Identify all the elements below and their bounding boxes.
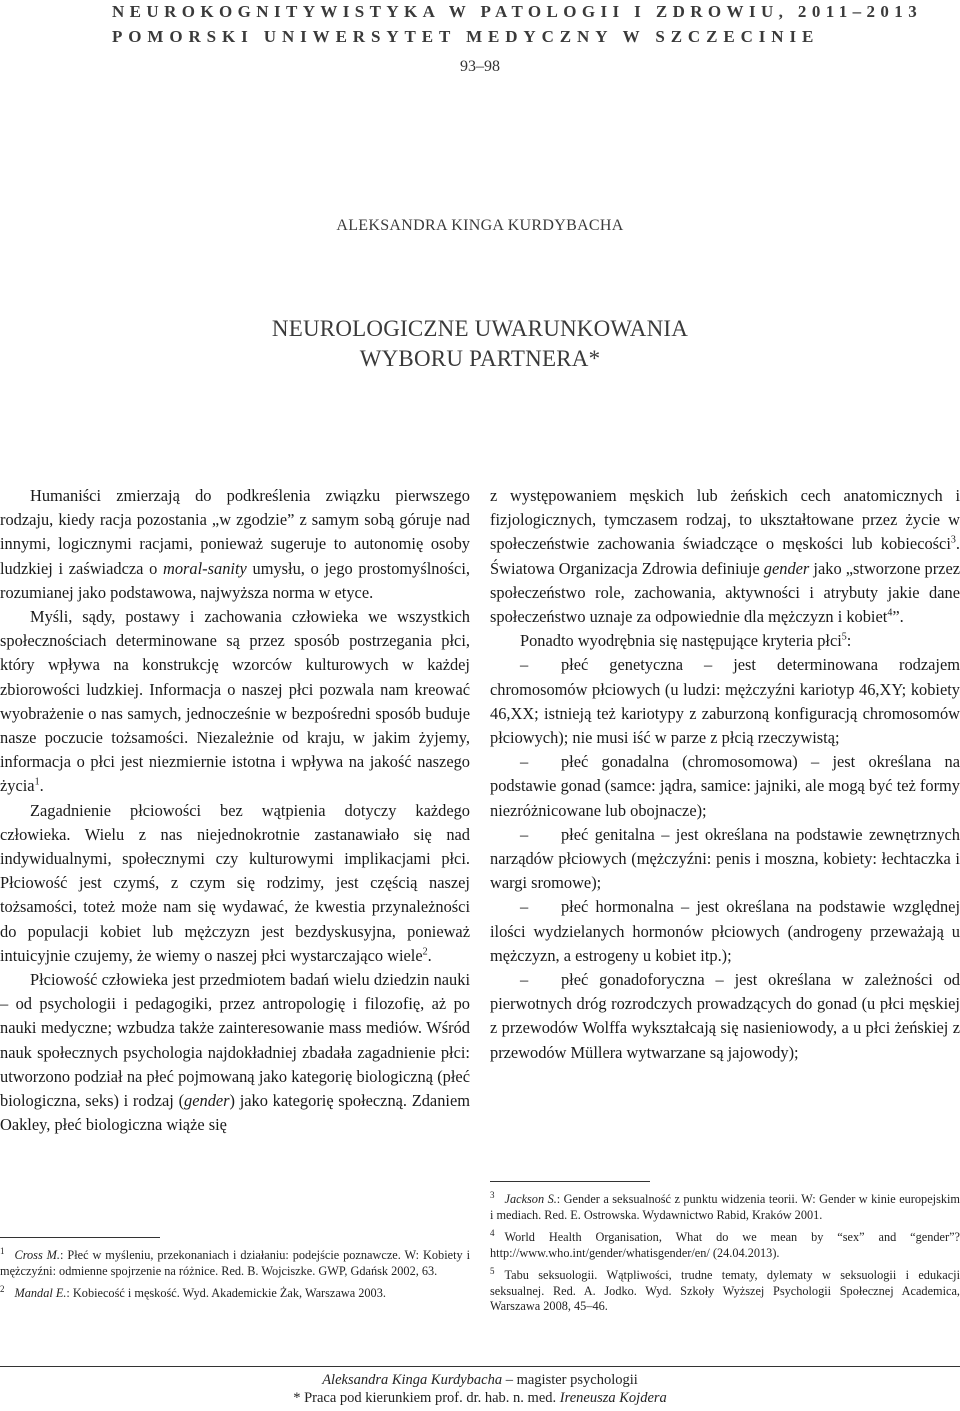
article-author: ALEKSANDRA KINGA KURDYBACHA [336,217,624,234]
paragraph: Zagadnienie płciowości bez wątpienia dotyczy każdego człowieka. Wielu z nas niejednokrotnie zastanawiało się nad indywidualnymi, społecznymi czy kulturowymi implikacjami płci. Płciowość jest czymś, z czym się rodzimy, jest częścią naszej tożsamości, toteż może nam się wydawać, że kwestia przynależności do populacji kobiet lub mężczyzn jest bezdyskusyjna, ponieważ intuicyjnie czujemy, że wiemy o naszej płci wystarczająco wiele$^2$. [0,800,470,965]
title-line-2: WYBORU PARTNERA* [359,346,601,371]
supervisor-note: * Praca pod kierunkiem prof. dr. hab. n. med. Ireneusza Kojdera [293,1390,667,1406]
publisher-name: POMORSKI UNIWERSYTET MEDYCZNY W SZCZECINIE [112,27,820,46]
footnotes-right [490,1188,960,1318]
title-line-1: NEUROLOGICZNE UWARUNKOWANIA [271,316,689,341]
paragraph: Płciowość człowieka jest przedmiotem badań wielu dziedzin nauki – od psychologii i pedagogiki, przez antropologię i filozofię, aż po nauki medyczne; wzbudza także zainteresowanie mass mediów. Wśród nauk społecznych psychologia najdokładniej zbadała zagadnienie płci: utworzono podział na płeć pojmowaną jako kategorię biologiczną (płeć biologiczna, seks) i rodzaj (gender) jako kategorię społeczną. Zdaniem Oakley, płeć biologiczna wiąże się [0,970,470,1135]
footnote-divider [0,1237,160,1238]
journal-title: NEUROKOGNITYWISTYKA W PATOLOGII I ZDROWIU, 2011–2013 [112,2,923,21]
footnote-ref[interactable]: 3 [950,534,956,546]
paragraph: Ponadto wyodrębnia się następujące kryteria płci$^5$: [520,631,852,651]
footnote: $^5$ Tabu seksuologii. Wątpliwości, trudne tematy, dylematy w seksuologii i edukacji seksualnej. Red. A. Jodko. Wyd. Szkoły Wyższej Psychologii Społecznej Academica, Warszawa 2008, 45–46. [490,1266,960,1314]
footnotes-left [0,1244,470,1305]
footnote-ref[interactable]: 1 [34,776,40,788]
left-column [0,484,470,1137]
footnote: $^1$ Cross M.: Płeć w myśleniu, przekonaniach i działaniu: podejście poznawcze. W: Kobiety i mężczyźni: odmienne spojrzenie na różnice. Red. B. Wojciszke. GWP, Gdańsk 2002, 63. [0,1246,470,1278]
footnote: $^3$ Jackson S.: Gender a seksualność z punktu widzenia teorii. W: Gender w kinie europejskim i mediach. Red. E. Ostrowska. Wydawnictwo Rabid, Kraków 2001. [490,1190,960,1222]
paragraph: Myśli, sądy, postawy i zachowania człowieka we wszystkich społecznościach determinowane są przez sposób postrzegania płci, który wpływa na konstrukcję wzorców kulturowych w każdej zbiorowości ludzkiej. Informacja o naszej płci pozwala nam kreować wyobrażenie o nas samych, jednocześnie w bezpośredni sposób buduje nasze poczucie tożsamości. Niezależnie od kraju, w jakim żyjemy, informacja o płci jest niezmiernie istotna i wpływa na jakość naszego życia$^1$. [0,607,470,796]
page-range: 93–98 [460,58,500,75]
article-title [0,314,960,374]
footnote-divider [490,1181,650,1182]
list-item: – płeć gonadoforyczna – jest określana w zależności od pierwotnych dróg rozrodczych prowadzących do gonad (u płci męskiej z przewodów Wolffa wykształcają się nasieniowody, a u płci żeńskiej z przewodów Müllera wytwarzane są jajowody); [490,970,960,1062]
footnote-ref[interactable]: 4 [887,607,893,619]
footnote-ref[interactable]: 2 [422,946,428,958]
list-item: – płeć gonadalna (chromosomowa) – jest określana na podstawie gonad (samce: jądra, samice: jajniki, ale mogą być też formy niezróżnicowane lub obojnacze); [490,752,960,820]
bottom-divider [0,1366,960,1367]
list-item: – płeć genetyczna – jest determinowana rodzajem chromosomów płciowych (u ludzi: mężczyźni kariotyp 46,XY; kobiety 46,XX; istnieją też kariotypy z zaburzoną konfiguracją chromosomów płciowych); nie musi iść w parze z płcią rzeczywistą; [490,655,960,748]
footnote: $^2$ Mandal E.: Kobiecość i męskość. Wyd. Akademickie Żak, Warszawa 2003. [0,1284,386,1301]
footnote-ref[interactable]: 5 [841,631,847,643]
right-column [490,484,960,1065]
list-item: – płeć hormonalna – jest określana na podstawie względnej ilości wydzielanych hormonów płciowych (androgeny przeważają u mężczyzn, a estrogeny u kobiet itp.); [490,897,960,965]
paragraph: z występowaniem męskich lub żeńskich cech anatomicznych i fizjologicznych, tymczasem rodzaj, to ukształtowane przez życie w społeczeństwie zachowania świadczące o męskości lub kobiecości$^3$. Światowa Organizacja Zdrowia definiuje gender jako „stworzone przez społeczeństwo role, zachowania, aktywności i atrybuty jakie dane społeczeństwo uznaje za odpowiednie dla mężczyzn i kobiet$^4$”. [490,486,960,627]
paragraph: Humaniści zmierzają do podkreślenia związku pierwszego rodzaju, kiedy racja pozostania „w zgodzie” z samym sobą góruje nad innymi, logicznymi racjami, ponieważ sugeruje to autonomię osoby ludzkiej i zaświadcza o moral-sanity umysłu, o jego prostomyślności, rozumianej jako podstawowa, najwyższa norma w etyce. [0,486,470,602]
author-affiliation: Aleksandra Kinga Kurdybacha – magister psychologii [322,1372,638,1388]
list-item: – płeć genitalna – jest określana na podstawie zewnętrznych narządów płciowych (mężczyźni: penis i moszna, kobiety: łechtaczka i wargi sromowe); [490,824,960,893]
footnote: $^4$ World Health Organisation, What do we mean by “sex” and “gender”? http://www.who.int/gender/whatisgender/en/ (24.04.2013). [490,1228,960,1260]
